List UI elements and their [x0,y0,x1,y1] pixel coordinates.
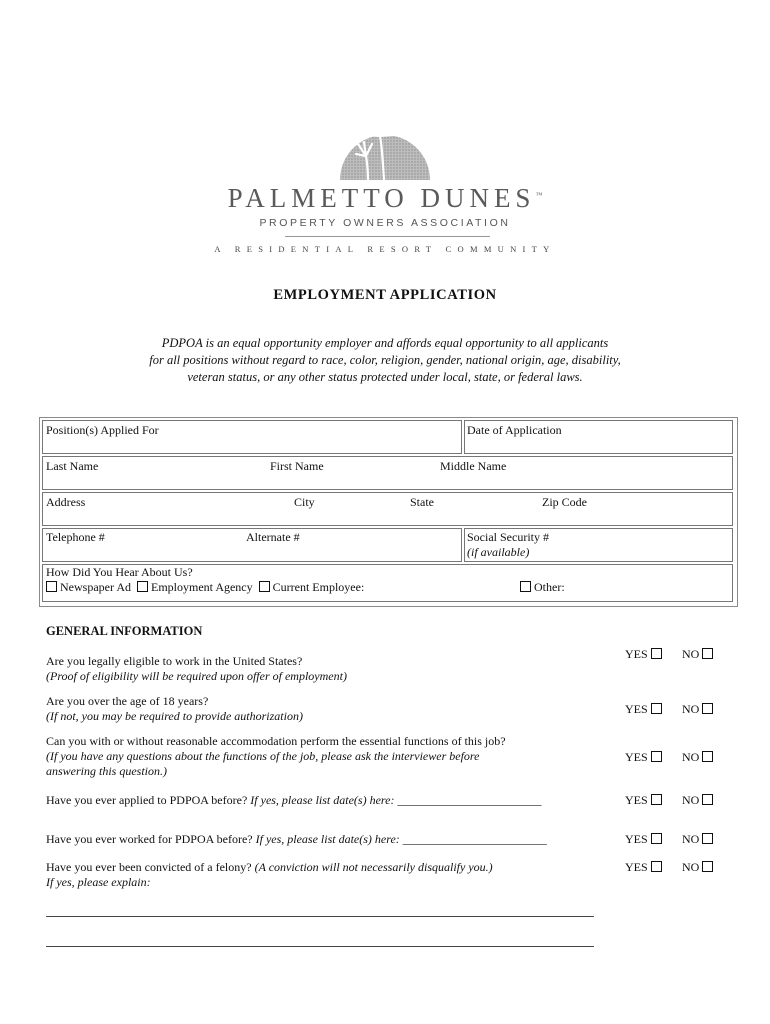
current-employee-label: Current Employee: [272,580,365,594]
question-note: If yes, please list date(s) here: [250,793,395,807]
newspaper-label: Newspaper Ad [60,580,131,594]
no-label: NO [682,832,700,846]
address-label: Address [46,495,86,509]
q6-yes-checkbox[interactable] [651,861,662,872]
q-applied-before [46,793,541,808]
question-text: Have you ever applied to PDPOA before? [46,793,248,807]
question-text: Have you ever worked for PDPOA before? [46,832,253,846]
q1-yes-checkbox[interactable] [651,648,662,659]
alternate-label: Alternate # [246,530,300,544]
question-text: Are you legally eligible to work in the United States? [46,654,303,668]
q-felony [46,860,493,890]
yes-label: YES [625,702,648,716]
no-label: NO [682,750,700,764]
q6-no-checkbox[interactable] [702,861,713,872]
q-over-18 [46,694,303,724]
q1-no-checkbox[interactable] [702,648,713,659]
q4-yes [625,793,662,808]
brand-name: PALMETTO DUNES™ [227,183,543,213]
brand-divider [285,236,490,237]
eeo-line: PDPOA is an equal opportunity employer and affords equal opportunity to all applicants [161,336,609,350]
q3-no [682,750,713,765]
applied-dates-blank[interactable]: ________________________ [397,793,542,807]
date-label: Date of Application [467,423,562,437]
q4-no-checkbox[interactable] [702,794,713,805]
eeo-line: for all positions without regard to race, color, religion, gender, national origin, age, disability, [149,353,621,367]
yes-label: YES [625,832,648,846]
question-text: Can you with or without reasonable accommodation perform the essential functions of this job? [46,734,506,748]
eeo-statement [60,335,710,386]
other-checkbox[interactable] [520,581,531,592]
q2-no [682,702,713,717]
q5-no [682,832,713,847]
q2-no-checkbox[interactable] [702,703,713,714]
referral-options [46,580,364,595]
palmetto-logo [336,92,434,184]
yes-label: YES [625,860,648,874]
q5-yes-checkbox[interactable] [651,833,662,844]
referral-label: How Did You Hear About Us? [46,565,193,579]
yes-label: YES [625,750,648,764]
worked-dates-blank[interactable]: ________________________ [402,832,547,846]
q6-no [682,860,713,875]
yes-label: YES [625,647,648,661]
other-option [520,580,565,595]
q4-yes-checkbox[interactable] [651,794,662,805]
question-note: answering this question.) [46,764,168,778]
explanation-line[interactable] [46,946,594,947]
q6-yes [625,860,662,875]
yes-label: YES [625,793,648,807]
question-note: If yes, please list date(s) here: [255,832,400,846]
position-label: Position(s) Applied For [46,423,159,437]
explanation-line[interactable] [46,916,594,917]
q4-no [682,793,713,808]
general-info-heading: GENERAL INFORMATION [46,624,203,638]
city-label: City [294,495,315,509]
trademark-symbol: ™ [535,191,543,199]
other-label: Other: [534,580,565,594]
q-legal-eligibility [46,654,347,684]
question-note: (If not, you may be required to provide authorization) [46,709,303,723]
question-text: Are you over the age of 18 years? [46,694,209,708]
q3-no-checkbox[interactable] [702,751,713,762]
q-worked-before [46,832,547,847]
zip-label: Zip Code [542,495,587,509]
question-note: If yes, please explain: [46,875,151,889]
no-label: NO [682,860,700,874]
name-field[interactable] [42,456,733,490]
no-label: NO [682,702,700,716]
ssn-label: Social Security # [467,530,549,544]
current-employee-checkbox[interactable] [259,581,270,592]
q5-no-checkbox[interactable] [702,833,713,844]
q1-yes [625,647,662,662]
q2-yes [625,702,662,717]
question-note: (A conviction will not necessarily disqualify you.) [254,860,493,874]
q-essential-functions [46,734,506,779]
question-note: (Proof of eligibility will be required upon offer of employment) [46,669,347,683]
eeo-line: veteran status, or any other status protected under local, state, or federal laws. [187,370,583,384]
q2-yes-checkbox[interactable] [651,703,662,714]
question-note: (If you have any questions about the functions of the job, please ask the interviewer before [46,749,480,763]
newspaper-checkbox[interactable] [46,581,57,592]
agency-checkbox[interactable] [137,581,148,592]
last-name-label: Last Name [46,459,99,473]
telephone-label: Telephone # [46,530,105,544]
q3-yes-checkbox[interactable] [651,751,662,762]
state-label: State [410,495,434,509]
brand-subtitle: PROPERTY OWNERS ASSOCIATION [259,217,511,229]
q5-yes [625,832,662,847]
no-label: NO [682,793,700,807]
address-field[interactable] [42,492,733,526]
q1-no [682,647,713,662]
brand-tagline: A RESIDENTIAL RESORT COMMUNITY [214,244,556,254]
question-text: Have you ever been convicted of a felony? [46,860,252,874]
agency-label: Employment Agency [150,580,253,594]
first-name-label: First Name [270,459,324,473]
page-title: EMPLOYMENT APPLICATION [273,287,497,303]
middle-name-label: Middle Name [440,459,507,473]
no-label: NO [682,647,700,661]
ssn-note: (if available) [467,545,530,559]
q3-yes [625,750,662,765]
